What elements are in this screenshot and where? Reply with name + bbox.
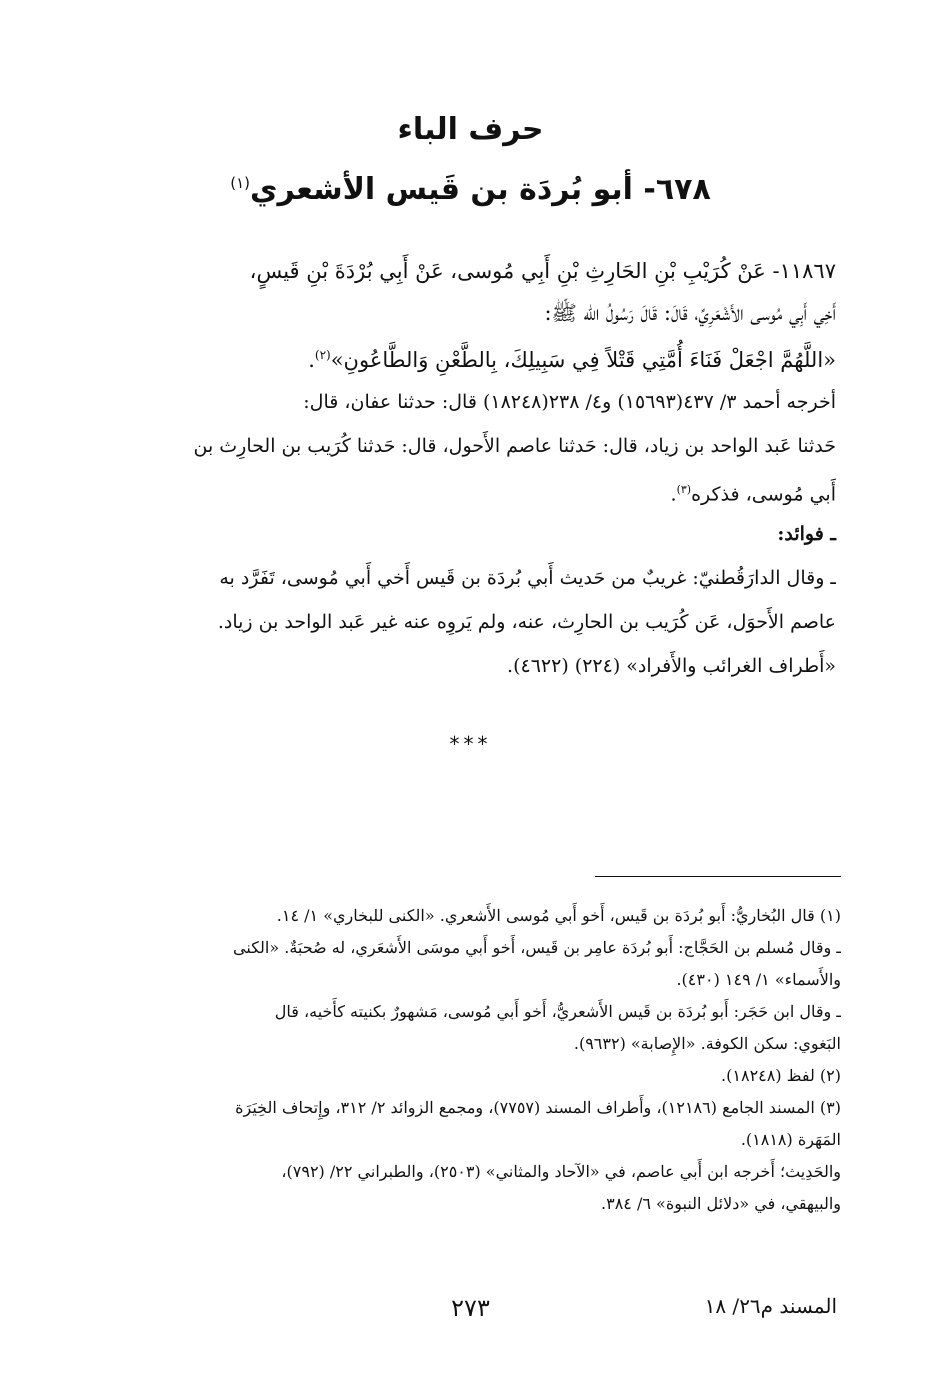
fawaid-line: عاصم الأَحوَل، عَن كُرَيب بن الحارِث، عنه، ولم يَروِه عنه غير عَبد الواحد بن زياد. [217, 611, 836, 633]
footnote-3-hadith [104, 1156, 841, 1220]
takhrij-line: أخرجه أحمد ٣/ ٤٣٧(١٥٦٩٣) و٤/ ٢٣٨(١٨٢٤٨) قال: حدثنا عفان، قال: [303, 391, 836, 413]
footnote-3 [104, 1092, 841, 1156]
hadith-line: «اللَّهُمَّ اجْعَلْ فَنَاءَ أُمَّتِي قَتْلاً فِي سَبِيلِكَ، بِالطَّعْنِ وَالطَّاعُونِ»$^{(٢)}$. [308, 348, 836, 372]
hadith-quote: «اللَّهُمَّ اجْعَلْ فَنَاءَ أُمَّتِي قَتْلاً فِي سَبِيلِكَ، بِالطَّعْنِ وَالطَّاعُونِ» [330, 348, 836, 372]
footnote-2 [104, 1060, 841, 1092]
footnote-line: والأَسماء» ١/ ١٤٩ (٤٣٠). [676, 970, 841, 989]
section-separator: *** [449, 732, 492, 756]
main-text [108, 250, 836, 688]
hadith-line: أَخِي أَبِي مُوسى الأَشْعَرِيِّ، قَالَ: قَالَ رَسُولُ الله ﷺ: [544, 301, 836, 325]
takhrij-paragraph [108, 380, 836, 512]
fawaid-section [108, 512, 836, 688]
fawaid-line: «أَطراف الغرائب والأَفراد» (٢٢٤) (٤٦٢٢). [507, 655, 836, 677]
footnote-1-ibn-hajar [104, 996, 841, 1060]
takhrij-line: أَبي مُوسى، فذكره$^{(٣)}$. [670, 483, 836, 506]
footnote-ref[interactable]: (١) [230, 174, 250, 192]
footnote-1-muslim [104, 932, 841, 996]
hadith-line: ١١٨٦٧- عَنْ كُرَيْبِ بْنِ الحَارِثِ بْنِ أَبِي مُوسى، عَنْ أَبِي بُرْدَةَ بْنِ قَيسٍ، [249, 259, 836, 283]
footnote-line: (٣) المسند الجامع (١٢١٨٦)، وأَطراف المسند (٧٧٥٧)، ومجمع الزوائد ٢/ ٣١٢، وإِتحاف الخِيَرَة [235, 1098, 841, 1117]
footnote-ref[interactable]: (٢) [314, 348, 331, 362]
hadith-text [108, 250, 836, 376]
footnote-line: البَغوي: سكن الكوفة. «الإِصابة» (٩٦٣٢). [573, 1034, 841, 1053]
entry-title: ٦٧٨- أبو بُردَة بن قَيس الأشعري [250, 172, 711, 207]
footnote-divider [595, 876, 841, 877]
footnote-line: ـ وقال مُسلم بن الحَجَّاج: أَبو بُردَة عامِر بن قَيس، أَخو أَبي موسَى الأَشعَري، له صُحبَةٌ. «الكنى [233, 938, 841, 957]
footnote-line: (١) قال البُخاريُّ: أَبو بُردَة بن قَيس، أَخو أَبي مُوسى الأَشعري. «الكنى للبخاري» ١/ ١٤. [276, 906, 841, 925]
footnote-line: ـ وقال ابن حَجَر: أَبو بُردَة بن قَيس الأَشعريُّ، أَخو أَبي مُوسى، مَشهورٌ بكنيته كأَخيه، قال [274, 1002, 841, 1021]
volume-mark: المسند م٢٦/ ١٨ [704, 1294, 837, 1318]
page-number: ٢٧٣ [451, 1294, 490, 1322]
takhrij-line: حَدثنا عَبد الواحد بن زياد، قال: حَدثنا عاصم الأَحول، قال: حَدثنا كُرَيب بن الحارِث بن [193, 435, 836, 457]
entry-heading [0, 172, 941, 207]
footnote-line: (٢) لفظ (١٨٢٤٨). [721, 1066, 841, 1085]
page-footer [104, 1294, 837, 1328]
section-heading: حرف الباء [397, 112, 544, 147]
footnote-line: والبيهقي، في «دلائل النبوة» ٦/ ٣٨٤. [601, 1194, 841, 1213]
footnote-line: والحَدِيث؛ أَخرجه ابن أَبي عاصم، في «الآحاد والمثاني» (٢٥٠٣)، والطبراني ٢٢/ (٧٩٢)، [281, 1162, 841, 1181]
footnotes [104, 900, 841, 1220]
footnote-ref[interactable]: (٣) [676, 483, 692, 496]
footnote-1 [104, 900, 841, 932]
takhrij-line-end: أَبي مُوسى، فذكره [691, 483, 836, 506]
fawaid-title: ـ فوائد: [777, 523, 836, 545]
fawaid-line: ـ وقال الدارَقُطنيّ: غريبٌ من حَديث أَبي بُردَة بن قَيس أَخي أَبي مُوسى، تَفَرَّد به [219, 567, 836, 589]
footnote-line: المَهَرة (١٨١٨). [740, 1130, 841, 1149]
